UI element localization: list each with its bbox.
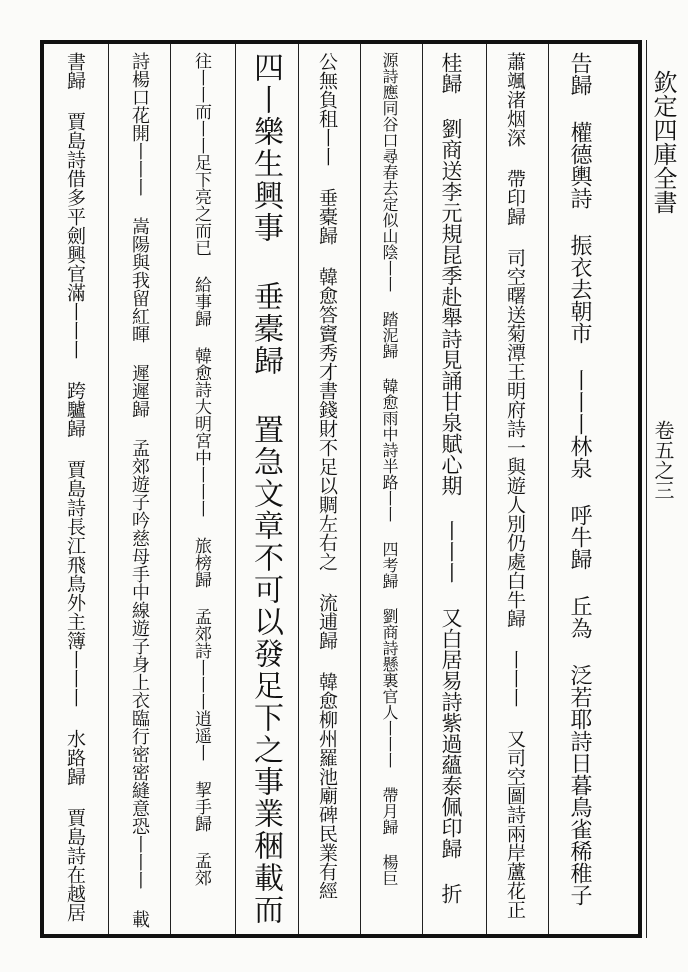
- text-column-5: 公無負租丨丨 垂橐歸 韓愈答竇秀才書錢財不足以賙左右之 流逋歸 韓愈柳州羅池廟碑民業有經: [316, 52, 338, 900]
- column-rule: [548, 44, 549, 934]
- column-rule: [298, 44, 299, 934]
- text-column-1: 告歸 權德輿詩 振衣去朝市 丨丨丨林泉 呼牛歸 丘為 泛若耶詩日暮鳥雀稀稚子: [567, 52, 592, 906]
- book-title: 欽定四庫全書: [649, 70, 677, 214]
- text-column-6: 四丨樂生興事 垂橐歸 置急文章不可以發足下之事業稇載而: [248, 52, 283, 926]
- column-rule: [235, 44, 236, 934]
- column-rule: [170, 44, 171, 934]
- margin-strip: [642, 40, 682, 938]
- text-column-8: 詩楊口花開丨丨丨 嵩陽與我留紅暉 遲遲歸 孟郊遊子吟慈母手中線遊子身上衣臨行密密縫意恐丨丨丨 載: [129, 52, 150, 928]
- column-rule: [422, 44, 423, 934]
- column-rule: [360, 44, 361, 934]
- text-column-7: 往丨丨而丨丨足下亮之而已 給事歸 韓愈詩大明宮中丨丨丨 旅榜歸 孟郊詩丨丨丨逍遥丨 挈手歸 孟郊: [191, 52, 211, 886]
- column-rule: [486, 44, 487, 934]
- text-column-9: 書歸 賈島詩借多平劍興官滿丨丨丨 跨驢歸 賈島詩長江飛鳥外主簿丨丨丨 水路歸 賈島詩在越居: [64, 52, 86, 922]
- volume-label: 卷五之三: [651, 420, 675, 500]
- text-column-2: 蕭颯渚烟深 帶印歸 司空曙送菊潭王明府詩一與遊人別仍處白牛歸 丨丨丨 又司空圖詩兩岸蘆花正: [504, 52, 526, 919]
- text-column-3: 桂歸 劉商送李元規昆季赴舉詩見誦甘泉賦心期 丨丨丨 又白居易詩紫過蘊泰佩印歸 折: [439, 52, 463, 904]
- column-rule: [108, 44, 109, 934]
- margin-rule: [646, 40, 647, 938]
- text-column-4: 源詩應同谷口尋春去定似山陰丨丨 踏泥歸 韓愈雨中詩半路丨丨 四考歸 劉商詩懸裏官人丨丨丨 帶月歸 楊巨: [380, 52, 399, 886]
